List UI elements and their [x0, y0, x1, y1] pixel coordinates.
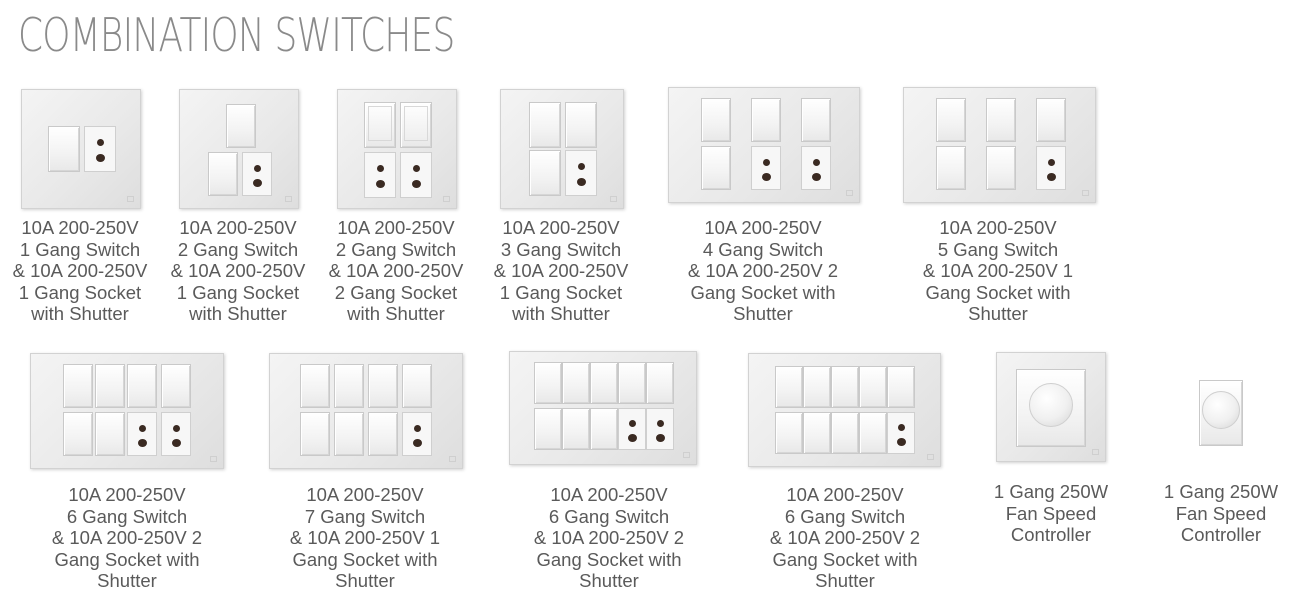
switch-module [534, 362, 562, 404]
product-image-plate [30, 353, 224, 469]
switch-module [1036, 98, 1066, 142]
switch-module [226, 104, 256, 148]
switch-module [590, 408, 618, 450]
switch-module [618, 362, 646, 404]
product-caption: 10A 200-250V 4 Gang Switch & 10A 200-250V 2 Gang Socket with Shutter [687, 217, 839, 324]
socket-module [84, 126, 116, 172]
product-image-plate [509, 351, 697, 465]
socket-module [242, 152, 272, 196]
dimmer-knob-icon [1202, 391, 1240, 429]
switch-module [334, 412, 364, 456]
socket-module [127, 412, 157, 456]
switch-module [936, 98, 966, 142]
switch-module [48, 126, 80, 172]
indicator-mark [846, 190, 853, 196]
switch-module [936, 146, 966, 190]
dimmer-knob-icon [1029, 383, 1073, 427]
switch-module [701, 146, 731, 190]
product-image-plate [996, 352, 1106, 462]
switch-module [751, 98, 781, 142]
switch-module [63, 364, 93, 408]
indicator-mark [1092, 449, 1099, 455]
socket-module [801, 146, 831, 190]
switch-module [701, 98, 731, 142]
switch-module [95, 364, 125, 408]
product-image-plate [179, 89, 299, 209]
product-caption: 10A 200-250V 2 Gang Switch & 10A 200-250V 1 Gang Socket with Shutter [170, 217, 306, 324]
indicator-mark [210, 456, 217, 462]
product-caption: 10A 200-250V 3 Gang Switch & 10A 200-250V 1 Gang Socket with Shutter [493, 217, 629, 324]
switch-module [646, 362, 674, 404]
product-image-module [1199, 380, 1243, 446]
product-image-plate [269, 353, 463, 469]
switch-module [300, 412, 330, 456]
switch-module [364, 102, 396, 148]
switch-module [534, 408, 562, 450]
indicator-mark [127, 196, 134, 202]
product-caption: 10A 200-250V 7 Gang Switch & 10A 200-250V 1 Gang Socket with Shutter [289, 484, 441, 591]
indicator-mark [443, 196, 450, 202]
switch-module [529, 150, 561, 196]
product-caption: 10A 200-250V 1 Gang Switch & 10A 200-250V 1 Gang Socket with Shutter [12, 217, 148, 324]
socket-module [364, 152, 396, 198]
indicator-mark [610, 196, 617, 202]
switch-module [562, 408, 590, 450]
switch-module [529, 102, 561, 148]
socket-module [618, 408, 646, 450]
switch-module [161, 364, 191, 408]
product-caption: 10A 200-250V 5 Gang Switch & 10A 200-250V 1 Gang Socket with Shutter [922, 217, 1074, 324]
switch-module [368, 364, 398, 408]
switch-module [400, 102, 432, 148]
switch-module [831, 412, 859, 454]
product-image-plate [668, 87, 860, 203]
indicator-mark [449, 456, 456, 462]
switch-module [859, 412, 887, 454]
product-image-plate [748, 353, 941, 467]
switch-module [831, 366, 859, 408]
switch-module [127, 364, 157, 408]
switch-module [402, 364, 432, 408]
switch-module [986, 98, 1016, 142]
socket-module [161, 412, 191, 456]
socket-module [402, 412, 432, 456]
indicator-mark [1082, 190, 1089, 196]
switch-module [801, 98, 831, 142]
indicator-mark [285, 196, 292, 202]
product-image-plate [337, 89, 457, 209]
switch-module [562, 362, 590, 404]
socket-module [400, 152, 432, 198]
product-image-plate [500, 89, 624, 209]
switch-module [334, 364, 364, 408]
socket-module [1036, 146, 1066, 190]
product-caption: 10A 200-250V 6 Gang Switch & 10A 200-250V 2 Gang Socket with Shutter [769, 484, 921, 591]
switch-module [95, 412, 125, 456]
product-caption: 10A 200-250V 2 Gang Switch & 10A 200-250V 2 Gang Socket with Shutter [328, 217, 464, 324]
product-image-plate [903, 87, 1096, 203]
switch-module [859, 366, 887, 408]
product-caption: 10A 200-250V 6 Gang Switch & 10A 200-250V 2 Gang Socket with Shutter [533, 484, 685, 591]
product-image-plate [21, 89, 141, 209]
socket-module [751, 146, 781, 190]
switch-module [63, 412, 93, 456]
switch-module [565, 102, 597, 148]
page-title: COMBINATION SWITCHES [18, 8, 455, 62]
switch-module [208, 152, 238, 196]
product-caption: 10A 200-250V 6 Gang Switch & 10A 200-250V 2 Gang Socket with Shutter [51, 484, 203, 591]
switch-module [590, 362, 618, 404]
product-caption: 1 Gang 250W Fan Speed Controller [1163, 481, 1279, 545]
switch-module [887, 366, 915, 408]
socket-module [887, 412, 915, 454]
switch-module [986, 146, 1016, 190]
indicator-mark [927, 454, 934, 460]
indicator-mark [683, 452, 690, 458]
switch-module [368, 412, 398, 456]
switch-module [803, 412, 831, 454]
switch-module [803, 366, 831, 408]
product-caption: 1 Gang 250W Fan Speed Controller [993, 481, 1109, 545]
socket-module [646, 408, 674, 450]
switch-module [300, 364, 330, 408]
socket-module [565, 150, 597, 196]
switch-module [775, 366, 803, 408]
switch-module [775, 412, 803, 454]
